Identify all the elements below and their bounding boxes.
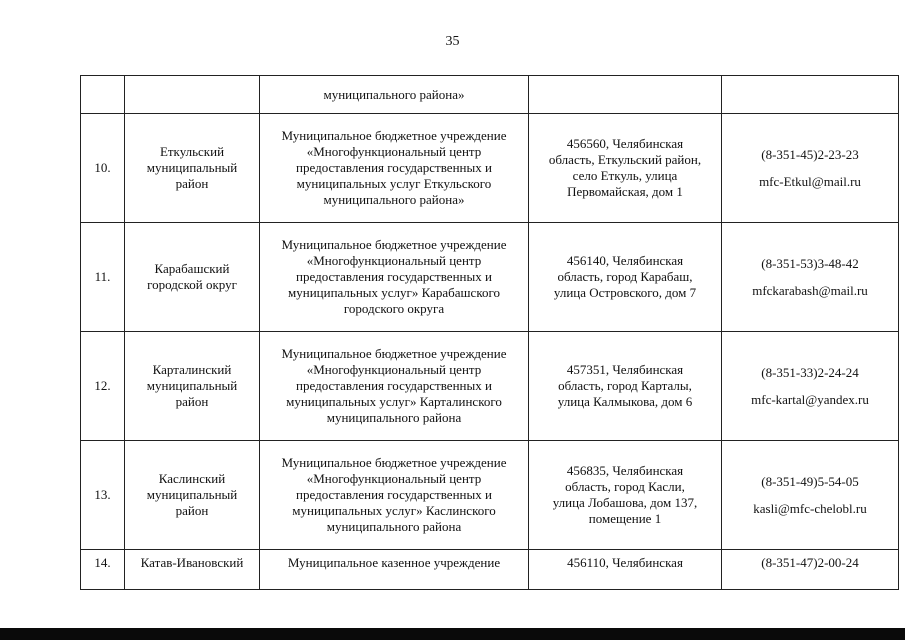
address-line: Первомайская, дом 1 [567,184,683,199]
institution-line: «Многофункциональный центр [306,471,482,486]
cell-num: 12. [81,332,125,441]
cell-num: 10. [81,114,125,223]
cell-institution [260,332,529,441]
email: mfckarabash@mail.ru [752,282,868,298]
table-row-continuation [81,76,899,114]
address-line: область, город Касли, [565,479,685,494]
address-line: 456835, Челябинская [566,463,684,478]
cell-address: 456110, Челябинская [529,550,722,590]
cell-contacts [722,223,899,332]
institution-line: предоставления государственных и [296,160,492,175]
page-number: 35 [445,34,460,49]
institution-line: Муниципальное бюджетное учреждение [281,128,507,143]
institution-line: муниципального района [326,519,462,534]
address-line: улица Островского, дом 7 [553,285,697,300]
institution-line: Муниципальное бюджетное учреждение [281,237,507,252]
address-line: 457351, Челябинская [566,362,684,377]
table-row [81,550,899,590]
name-line: Карталинский [152,362,232,377]
institution-line: «Многофункциональный центр [306,253,482,268]
institution-line: муниципальных услуг» Карабашского [288,285,500,300]
address-line: область, город Карабаш, [557,269,693,284]
phone: (8-351-49)5-54-05 [761,473,859,489]
institution-line: муниципального района» [323,192,465,207]
cell-institution [260,114,529,223]
cell-name [125,441,260,550]
cell-num: 13. [81,441,125,550]
name-line: муниципальный [146,487,238,502]
name-line: муниципальный [146,160,238,175]
institution-line: «Многофункциональный центр [306,362,482,377]
name-line: Еткульский [159,144,225,159]
address-line: помещение 1 [588,511,662,526]
table-row [81,332,899,441]
institution-line: городского округа [343,301,445,316]
phone: (8-351-33)2-24-24 [761,364,859,380]
address-line: улица Лобашова, дом 137, [552,495,698,510]
cell-address [529,223,722,332]
name-line: район [175,394,209,409]
cell-name [125,223,260,332]
cell-num: 11. [81,223,125,332]
name-line: Карабашский [154,261,230,276]
email: mfc-kartal@yandex.ru [751,391,869,407]
cell-contacts [722,76,899,114]
table-row [81,114,899,223]
institution-line: муниципальных услуг Еткульского [296,176,492,191]
cell-name [125,114,260,223]
institution-line: Муниципальное бюджетное учреждение [281,455,507,470]
cell-address [529,114,722,223]
address-line: 456560, Челябинская [566,136,684,151]
email: mfc-Etkul@mail.ru [759,173,861,189]
institution-line: «Многофункциональный центр [306,144,482,159]
table-row [81,223,899,332]
cell-contacts [722,441,899,550]
address-line: село Еткуль, улица [572,168,678,183]
institution-line: муниципальных услуг» Карталинского [286,394,502,409]
mfc-registry-table [80,75,899,590]
institution-line: муниципального района [326,410,462,425]
address-line: область, город Карталы, [558,378,692,393]
cell-num: 14. [81,550,125,590]
institution-line: предоставления государственных и [296,269,492,284]
scan-edge-bar [0,628,905,640]
institution-line: предоставления государственных и [296,378,492,393]
cell-institution [260,441,529,550]
cell-address [529,441,722,550]
name-line: район [175,503,209,518]
table-row [81,441,899,550]
address-line: улица Калмыкова, дом 6 [557,394,693,409]
cell-institution: Муниципальное казенное учреждение [260,550,529,590]
institution-line: предоставления государственных и [296,487,492,502]
cell-institution: муниципального района» [260,76,529,114]
institution-line: Муниципальное бюджетное учреждение [281,346,507,361]
phone: (8-351-53)3-48-42 [761,255,859,271]
cell-name [125,332,260,441]
email: kasli@mfc-chelobl.ru [753,500,867,516]
name-line: Каслинский [158,471,226,486]
cell-name: Катав-Ивановский [125,550,260,590]
cell-contacts [722,332,899,441]
cell-name [125,76,260,114]
institution-line: муниципальных услуг» Каслинского [292,503,496,518]
address-line: 456140, Челябинская [566,253,684,268]
phone: (8-351-45)2-23-23 [761,146,859,162]
cell-contacts [722,114,899,223]
cell-institution [260,223,529,332]
cell-contacts: (8-351-47)2-00-24 [722,550,899,590]
name-line: район [175,176,209,191]
name-line: городской округ [147,277,237,292]
name-line: муниципальный [146,378,238,393]
cell-num [81,76,125,114]
cell-address [529,332,722,441]
address-line: область, Еткульский район, [548,152,702,167]
cell-address [529,76,722,114]
